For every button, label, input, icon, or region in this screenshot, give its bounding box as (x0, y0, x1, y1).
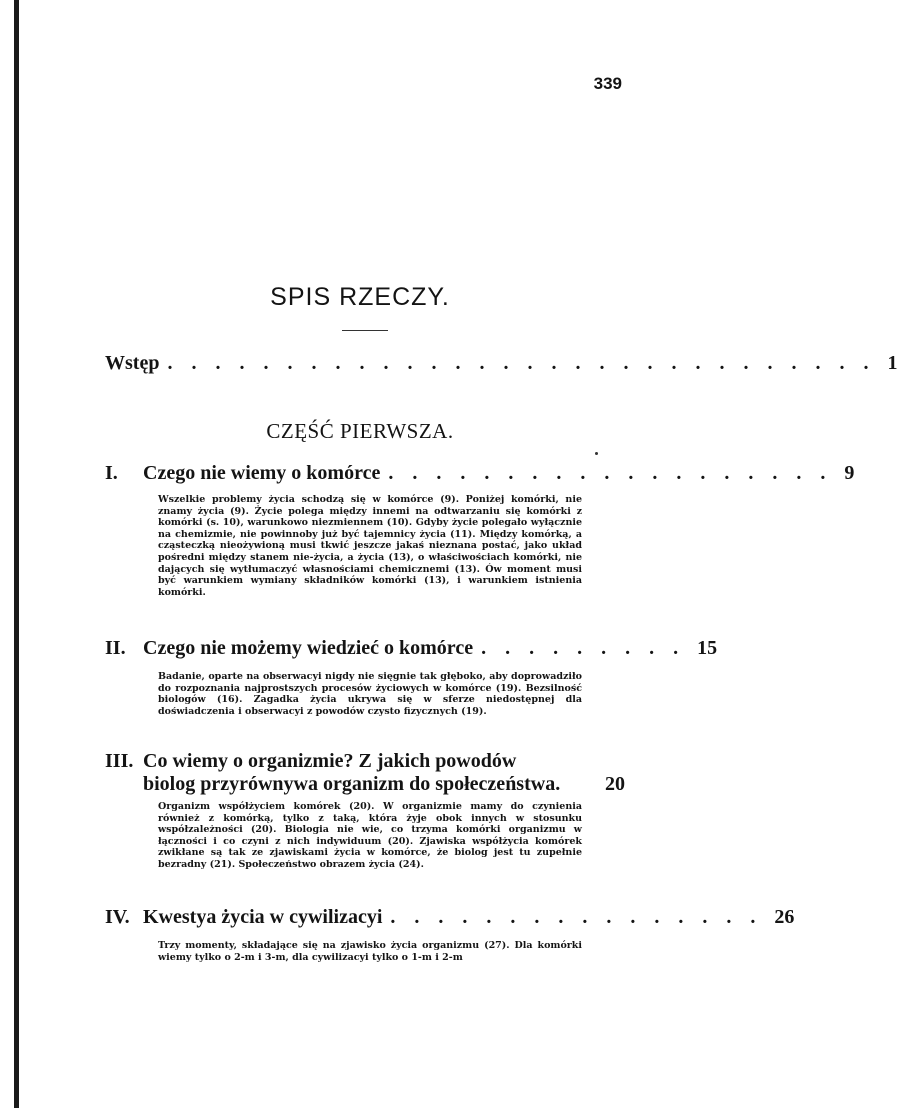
leader-dots: . . . . . . . . . (481, 637, 686, 659)
chapter-numeral: III. (105, 750, 134, 772)
page-title: SPIS RZECZY. (270, 283, 450, 311)
toc-entry-chapter-3 (105, 750, 625, 796)
chapter-summary: Trzy momenty, składające się na zjawisko życia organizmu (27). Dla komórki wiemy tylko o 2-m i 3-m, dla cywilizacyi tylko o 1-m i 2-m (158, 940, 582, 963)
chapter-summary: Wszelkie problemy życia schodzą się w komórce (9). Poniżej komórki, nie znamy życia (9). Życie polega między innemi na odtwarzaniu się komórki z komórki (s. 10), warunkowo niezmiennem (10). Gdyby życie polegało wyłącznie na chemizmie, nie powinnoby już być tajemnicy życia (11). Między komórką, a cząsteczką nieożywioną musi tkwić jeszcze jakaś nieznana postać, jako układ pośredni między stanem nie-życia, a życia (13), o właściwościach komórki, nie dających się wytłumaczyć własnościami chemicznemi (13). Ów moment musi być warunkiem wymiany składników komórki (13), i warunkiem istnienia komórki. (158, 494, 582, 598)
leader-dots: . . . . . . . . . . . . . . . . . . . (388, 462, 833, 484)
toc-page-number: 20 (605, 773, 625, 795)
chapter-title: Czego nie wiemy o komórce (143, 462, 381, 484)
toc-page-number: 1 (887, 352, 897, 374)
toc-page-number: 15 (697, 637, 718, 659)
toc-entry-label: Wstęp (105, 352, 160, 374)
chapter-title: Czego nie możemy wiedzieć o komórce (143, 637, 474, 659)
chapter-title-line-2: biolog przyrównywa organizm do społeczeństwa. (143, 773, 561, 795)
part-heading: CZĘŚĆ PIERWSZA. (266, 419, 454, 443)
page-number: 339 (593, 74, 622, 93)
title-rule (342, 330, 388, 331)
toc-page-number: 9 (844, 462, 855, 484)
toc-page-number: 26 (774, 906, 795, 928)
chapter-summary: Organizm współżyciem komórek (20). W organizmie mamy do czynienia również z komórką, tylko z taką, która żyje obok innych w stosunku współzależności (20). Biologia nie wie, co trzyma komórki organizmu w łączności i co czyni z nich indywiduum (20). Zjawiska współżycia komórek zwikłane są tak ze zjawiskami życia w komórce, że biolog jest tu zupełnie bezradny (21). Społeczeństwo obrazem życia (24). (158, 801, 582, 870)
chapter-numeral: IV. (105, 906, 130, 928)
chapter-numeral: I. (105, 462, 118, 484)
toc-entry-chapter-2 (105, 637, 718, 660)
leader-dots: . . . . . . . . . . . . . . . . (390, 906, 763, 928)
chapter-summary: Badanie, oparte na obserwacyi nigdy nie sięgnie tak głęboko, aby doprowadziło do rozpoznania najprostszych procesów życiowych w komórce (19). Bezsilność biologów (16). Zagadka życia ukrywa się w sferze niedostępnej dla doświadczenia i obserwacyi z powodów czysto fizycznych (19). (158, 671, 582, 717)
toc-entry-chapter-4 (105, 906, 795, 929)
chapter-title-line-1: Co wiemy o organizmie? Z jakich powodów (143, 750, 517, 772)
page-binding-edge (14, 0, 19, 1108)
toc-entry-intro (105, 352, 897, 375)
leader-dots: . . . . . . . . . . . . . . . . . . . . . . . . . . . . . . (167, 352, 876, 374)
chapter-title: Kwestya życia w cywilizacyi (143, 906, 383, 928)
chapter-numeral: II. (105, 637, 126, 659)
speck (595, 452, 598, 455)
toc-entry-chapter-1 (105, 462, 855, 485)
